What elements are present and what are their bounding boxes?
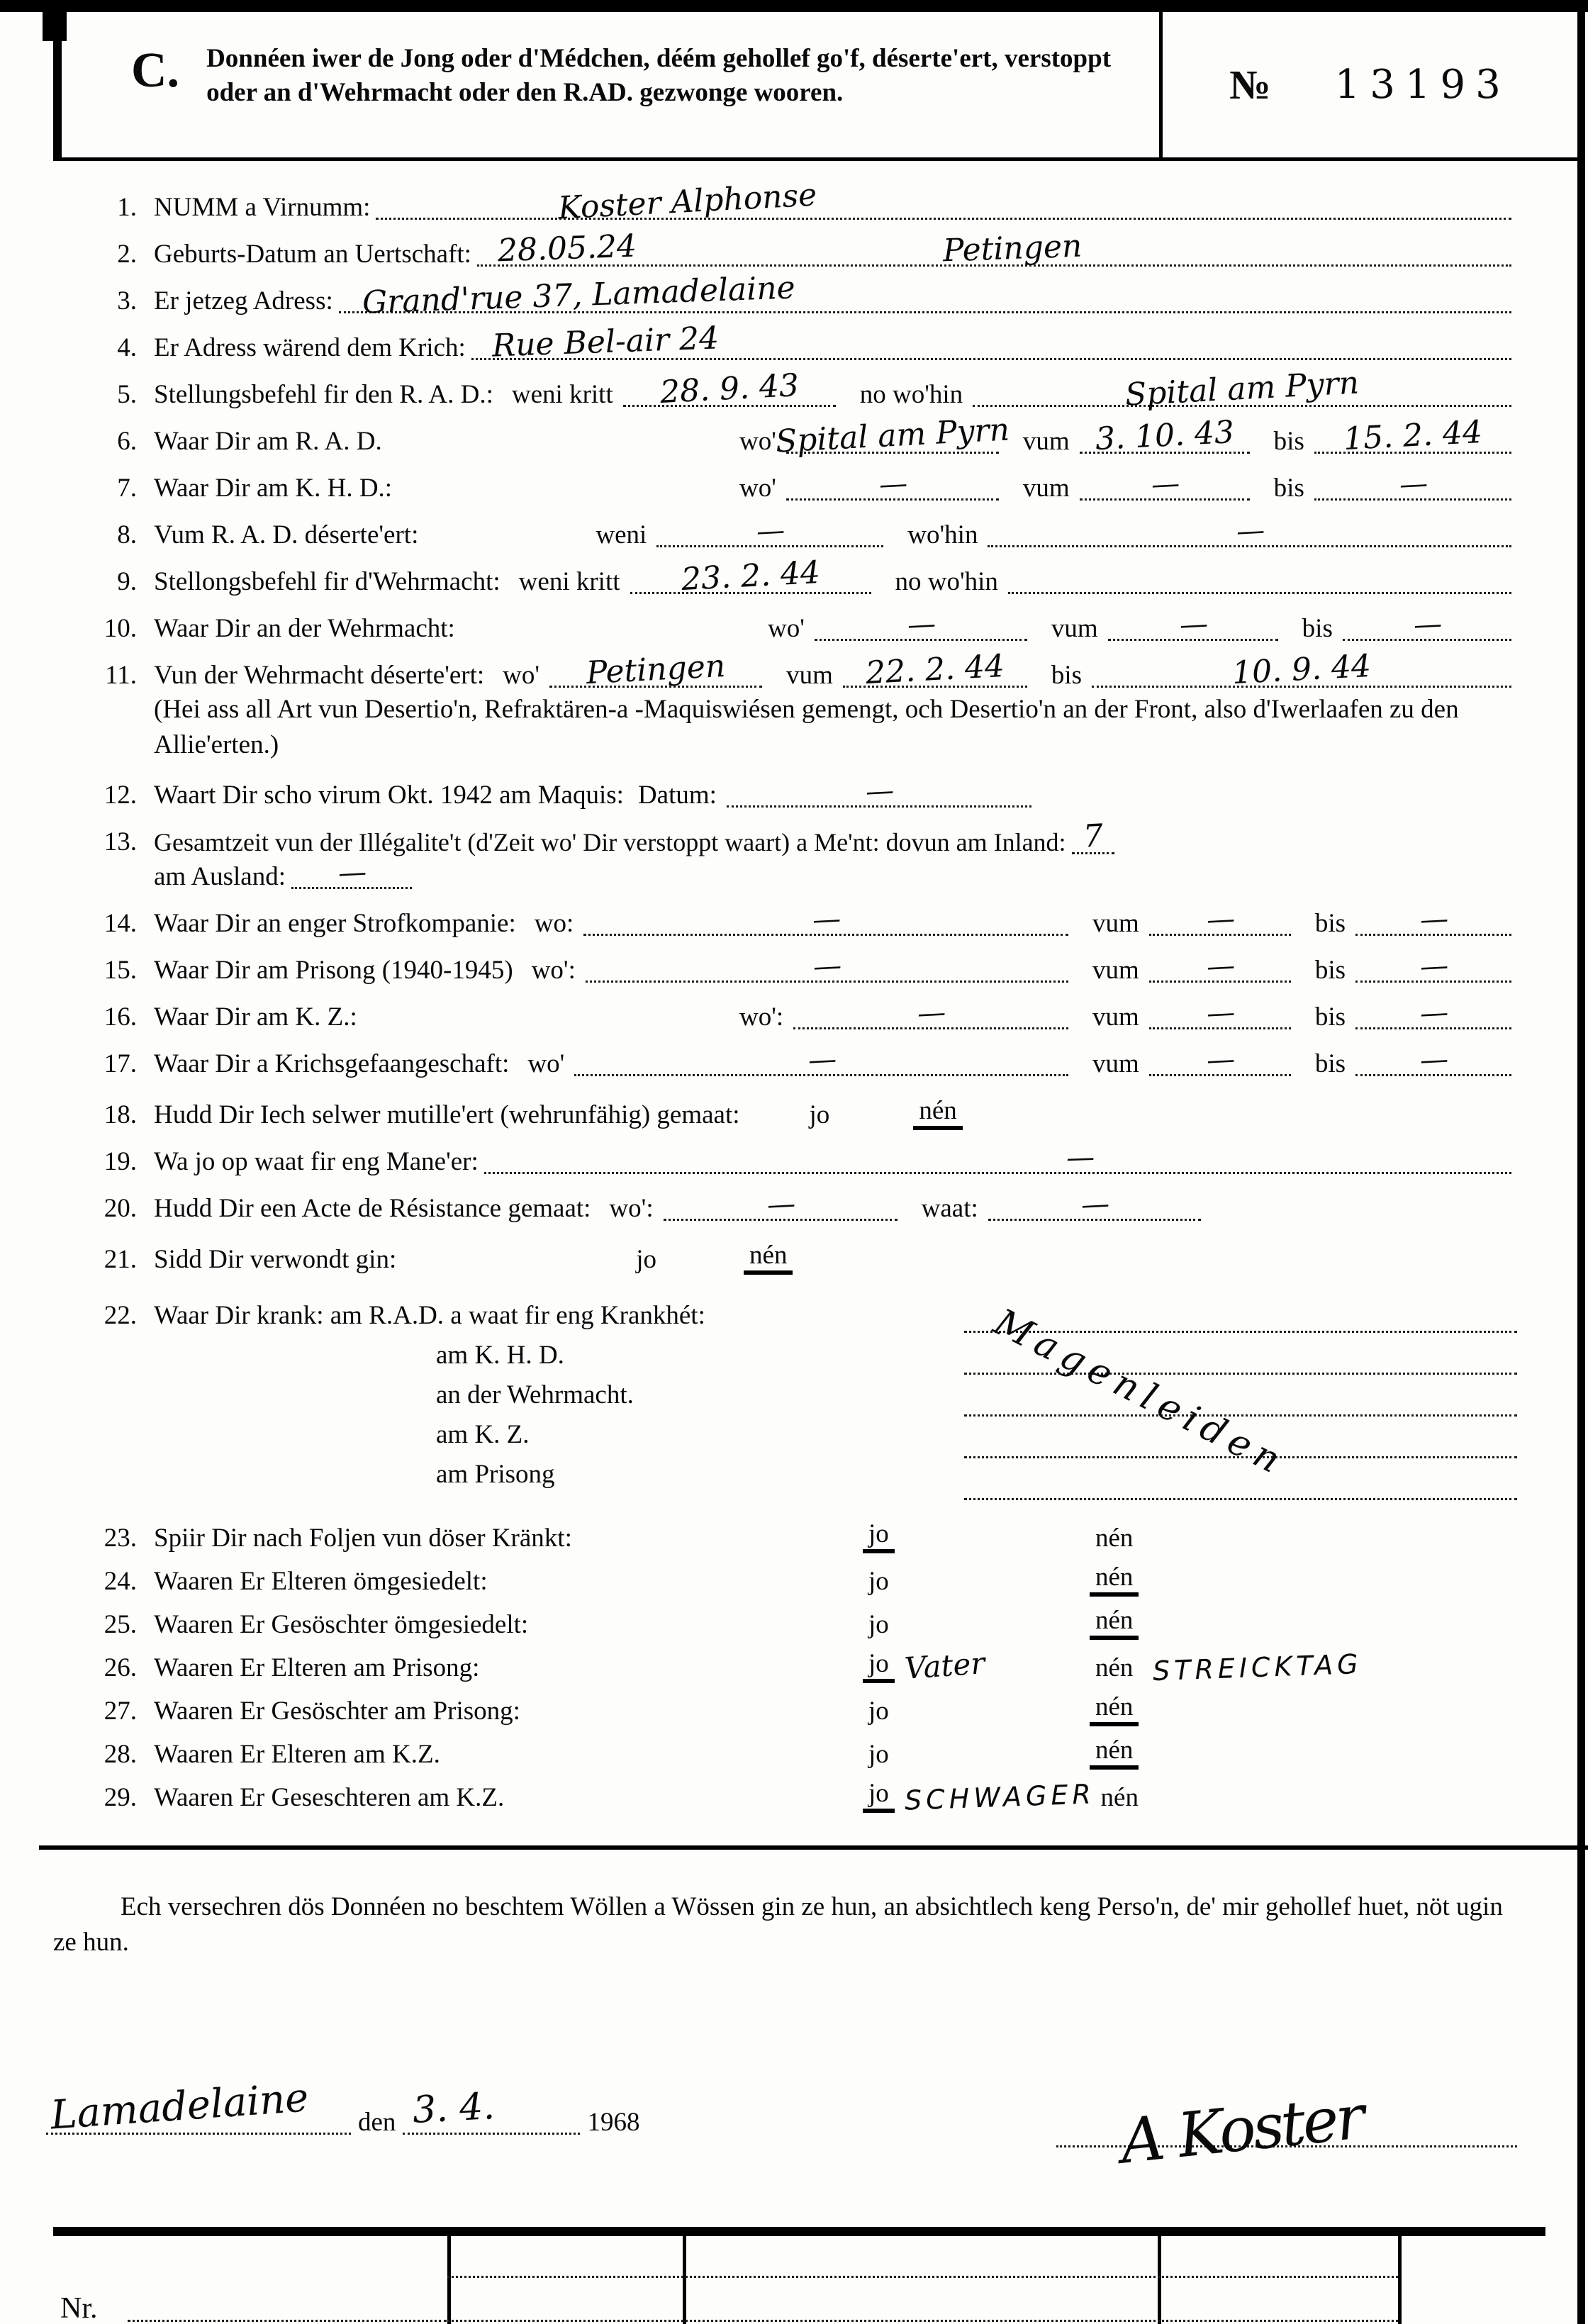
field-label: waat: [921, 1193, 978, 1223]
handwritten-value: Petingen [585, 647, 727, 692]
form-item-8 [53, 514, 1517, 550]
place-date-line [39, 2074, 640, 2139]
field-label: no wo'hin [895, 567, 998, 596]
item-number: 22. [104, 1300, 137, 1330]
handwritten-value: 22. 2. 44 [864, 647, 1005, 692]
item-number: 21. [104, 1244, 137, 1274]
answer-nen: nén [1100, 1782, 1139, 1812]
handwritten-value: 23. 2. 44 [680, 554, 821, 598]
fill-line [1149, 995, 1291, 1030]
item-label: Waaren Er Gesöschter ömgesiedelt: [154, 1609, 529, 1639]
fill-line [1092, 647, 1511, 692]
handwritten-value: 3. 10. 43 [1094, 413, 1235, 458]
item-label: Gesamtzeit vun der Illégalite't (d'Zeit wo' Dir verstoppt waart) a Me'nt: dovun am Inland: [154, 827, 1066, 856]
numero-sign: № [1229, 62, 1271, 108]
item-number: 23. [104, 1523, 137, 1553]
form-item-18 [53, 1095, 1517, 1130]
field-label: weni kritt [518, 567, 620, 596]
item-label: Hudd Dir een Acte de Résistance gemaat: [154, 1193, 591, 1223]
handwritten-dash: — [1178, 608, 1207, 642]
fill-line [964, 1375, 1517, 1417]
answer-nen: nén [1095, 1653, 1134, 1682]
form-item-24 [53, 1562, 1517, 1597]
answer-jo-underlined: jo [863, 1519, 895, 1553]
item-number: 20. [104, 1193, 137, 1223]
form-item-10 [53, 608, 1517, 644]
fill-line [477, 228, 1511, 269]
item-label: NUMM a Virnumm: [154, 193, 371, 222]
item-label: Waar Dir an der Wehrmacht: [154, 614, 455, 643]
fill-line [1080, 467, 1250, 501]
item-label: Geburts-Datum an Uertschaft: [154, 240, 471, 269]
handwritten-dash: — [906, 608, 936, 642]
form-item-9 [53, 554, 1517, 598]
fill-line [727, 773, 1031, 808]
field-label: weni kritt [511, 380, 613, 409]
field-label: bis [1273, 427, 1304, 456]
fill-line [786, 467, 999, 501]
field-label: wo' [739, 427, 776, 456]
item-number: 29. [104, 1782, 137, 1812]
place-fill-line [46, 2074, 351, 2139]
closing-block [39, 1989, 1524, 2180]
field-label: vum [786, 661, 833, 690]
item-label: Stellungsbefehl fir den R. A. D.: [154, 380, 493, 409]
item-number: 15. [104, 955, 137, 985]
form-item-15 [53, 949, 1517, 985]
handwritten-dash: — [878, 467, 907, 501]
item-number: 7. [117, 474, 137, 503]
handwritten-note: Vater [903, 1645, 986, 1686]
form-item-2 [53, 228, 1517, 269]
item-22-sub-label: am K. H. D. [436, 1340, 564, 1370]
fill-line [586, 949, 1068, 983]
field-label: vum [1092, 1002, 1139, 1032]
form-item-29 [53, 1778, 1517, 1816]
item-number: 3. [117, 286, 137, 315]
handwritten-value: 10. 9. 44 [1231, 647, 1372, 692]
handwritten-value: 7 [1082, 817, 1104, 855]
table-column-line [683, 2236, 686, 2324]
field-label: vum [1022, 427, 1070, 456]
answer-jo: jo [868, 1609, 889, 1639]
fill-line [583, 902, 1068, 937]
handwritten-value: Rue Bel-air 24 [491, 320, 720, 364]
item-22-sub-label: am Prisong [436, 1459, 555, 1489]
item-22-sub-label: am K. Z. [436, 1419, 530, 1449]
fill-line [973, 364, 1511, 413]
date-fill-line [403, 2084, 580, 2135]
item-number: 5. [117, 380, 137, 409]
field-label: vum [1092, 1049, 1139, 1078]
item-number: 14. [104, 908, 137, 938]
fill-line [630, 554, 871, 598]
form-items [0, 161, 1588, 1275]
form-item-27 [53, 1692, 1517, 1726]
form-number-value: 13193 [1334, 62, 1511, 108]
handwritten-dash: — [1412, 608, 1442, 642]
item-label: Waar Dir am K. Z.: [154, 1002, 357, 1032]
form-item-13b [53, 855, 1517, 892]
item-number: 8. [117, 520, 137, 549]
form-item-22 [53, 1291, 1517, 1500]
scan-top-edge [0, 0, 1588, 12]
fill-line [664, 1187, 898, 1222]
answer-nen-underlined: nén [744, 1240, 793, 1275]
table-dotted-row [447, 2276, 1398, 2278]
handwritten-dash: — [916, 995, 946, 1030]
table-column-line [447, 2236, 451, 2324]
form-item-28 [53, 1735, 1517, 1770]
item-number: 4. [117, 333, 137, 362]
fill-line [1314, 467, 1511, 501]
item-number: 1. [117, 193, 137, 222]
form-item-12 [53, 773, 1517, 810]
fill-line [1080, 413, 1250, 458]
item-label: Hudd Dir Iech selwer mutille'ert (wehrunfähig) gemaat: [154, 1100, 740, 1129]
field-label: wo': [609, 1193, 654, 1223]
fill-line [815, 608, 1027, 642]
handwritten-dash: — [1205, 949, 1234, 983]
item-label: Waar Dir am K. H. D.: [154, 474, 393, 503]
field-label: wo'hin [907, 520, 978, 549]
item-label: Waar Dir am Prisong (1940-1945) [154, 955, 513, 985]
handwritten-note-caps: SCHWAGER [904, 1778, 1096, 1816]
field-label: Datum: [637, 780, 717, 810]
handwritten-dash: — [337, 855, 367, 890]
field-label: no wo'hin [859, 380, 963, 409]
handwritten-value: Petingen [941, 228, 1083, 269]
item-22-sub-label: an der Wehrmacht. [436, 1380, 634, 1409]
item-number: 18. [104, 1100, 137, 1129]
answer-nen-underlined: nén [1090, 1735, 1139, 1770]
form-item-1 [53, 177, 1517, 227]
fill-line [376, 177, 1511, 227]
field-label: am Ausland: [154, 861, 286, 891]
field-label: wo' [739, 474, 776, 503]
field-label: bis [1314, 908, 1346, 938]
handwritten-dash: — [1235, 514, 1264, 548]
signature-line [1056, 2082, 1517, 2178]
answer-jo-underlined: jo [863, 1648, 895, 1683]
item-label: Sidd Dir verwondt gin: [154, 1244, 397, 1274]
table-dotted-row [447, 2320, 1398, 2322]
fill-line [1355, 949, 1511, 983]
scan-right-edge [1577, 0, 1585, 2324]
field-label: wo' [503, 661, 540, 690]
handwritten-value: Grand'rue 37, Lamadelaine [362, 269, 796, 321]
fill-line [291, 855, 412, 890]
item-label: Vum R. A. D. déserte'ert: [154, 520, 419, 549]
item-number: 17. [104, 1049, 137, 1078]
handwritten-dash: — [1205, 902, 1234, 937]
answer-jo: jo [809, 1100, 830, 1129]
item-number: 19. [104, 1146, 137, 1176]
item-label: Waart Dir scho virum Okt. 1942 am Maquis: [154, 780, 624, 810]
fill-line [843, 647, 1027, 692]
field-label: vum [1092, 955, 1139, 985]
declaration-text: Ech versechren dös Donnéen no beschtem Wöllen a Wössen gin ze hun, an absichtlech keng Perso'n, de' mir gehollef huet, nöt ugin ze hun. [53, 1892, 1503, 1957]
item-number: 16. [104, 1002, 137, 1032]
den-label: den [358, 2107, 396, 2137]
field-label: wo: [534, 908, 574, 938]
handwritten-value: Spital am Pyrn [1124, 364, 1360, 413]
field-label: bis [1302, 614, 1333, 643]
handwritten-value: Koster Alphonse [557, 177, 818, 227]
fill-line [1149, 902, 1291, 937]
form-item-25 [53, 1605, 1517, 1640]
handwritten-note-caps: STREICKTAG [1152, 1648, 1363, 1687]
handwritten-dash: — [1066, 1141, 1095, 1175]
table-column-line [1158, 2236, 1161, 2324]
handwritten-dash: — [864, 773, 894, 808]
handwritten-dash: — [1419, 949, 1448, 983]
year-label: 1968 [587, 2107, 640, 2137]
item-number: 2. [117, 240, 137, 269]
form-item-20 [53, 1187, 1517, 1224]
item-label: Waar Dir a Krichsgefaangeschaft: [154, 1049, 510, 1078]
section-divider-rule [39, 1845, 1588, 1850]
handwritten-dash: — [766, 1187, 795, 1222]
fill-line [1355, 995, 1511, 1030]
handwritten-value: 28. 9. 43 [659, 367, 800, 411]
field-label: vum [1051, 614, 1098, 643]
handwritten-dash: — [1419, 902, 1448, 937]
form-item-3 [53, 269, 1517, 321]
fill-line [793, 995, 1068, 1030]
nr-fill-line [128, 2320, 447, 2322]
fill-line [988, 1187, 1201, 1222]
item-label: Waar Dir am R. A. D. [154, 427, 382, 456]
handwritten-dash: — [1080, 1187, 1109, 1222]
fill-line [1355, 902, 1511, 937]
jo-nen-section [0, 1519, 1588, 1816]
answer-nen-underlined: nén [1090, 1692, 1139, 1726]
handwritten-dash: — [807, 1042, 836, 1077]
item-label: Er Adress wärend dem Krich: [154, 333, 466, 362]
field-label: wo': [739, 1002, 784, 1032]
answer-jo: jo [868, 1566, 889, 1596]
item-label: Wa jo op waat fir eng Mane'er: [154, 1146, 479, 1176]
field-label: vum [1092, 908, 1139, 938]
answer-nen: nén [1095, 1523, 1134, 1553]
item-number: 26. [104, 1653, 137, 1682]
field-label: bis [1314, 1049, 1346, 1078]
fill-line [656, 514, 883, 548]
fill-line [1343, 608, 1511, 642]
handwritten-dash: — [1205, 1042, 1234, 1077]
form-item-19 [53, 1141, 1517, 1177]
footer-table [53, 2227, 1545, 2324]
field-label: bis [1314, 955, 1346, 985]
form-intro-text: Donnéen iwer de Jong oder d'Médchen, déém gehollef go'f, déserte'ert, verstoppt oder an d'Wehrmacht oder den R.AD. gezwonge wooren. [206, 44, 1112, 108]
answer-jo-underlined: jo [863, 1778, 895, 1813]
fill-line [471, 320, 1511, 364]
field-label: wo': [531, 955, 576, 985]
item-number: 24. [104, 1566, 137, 1596]
fill-line [1149, 949, 1291, 983]
item-number: 27. [104, 1696, 137, 1726]
item-label: Waaren Er Geseschteren am K.Z. [154, 1782, 505, 1812]
handwritten-dash: — [811, 902, 841, 937]
field-label: vum [1022, 474, 1070, 503]
form-item-6 [53, 411, 1517, 460]
answer-nen-underlined: nén [913, 1095, 962, 1130]
field-label: weni [596, 520, 647, 549]
form-item-13 [53, 817, 1517, 857]
field-label: bis [1273, 474, 1304, 503]
fill-line [1108, 608, 1278, 642]
form-item-17 [53, 1042, 1517, 1079]
fill-line [1355, 1042, 1511, 1077]
fill-line [1072, 817, 1114, 855]
item-number: 13. [104, 827, 137, 856]
form-item-21 [53, 1240, 1517, 1275]
handwritten-dash: — [1150, 467, 1179, 501]
item-label: Waaren Er Gesöschter am Prisong: [154, 1696, 520, 1726]
fill-line [484, 1141, 1511, 1175]
item-22-labels [53, 1291, 964, 1490]
handwritten-value: 15. 2. 44 [1342, 413, 1484, 458]
fill-line [574, 1042, 1068, 1077]
fill-line [1314, 413, 1511, 458]
form-item-16 [53, 995, 1517, 1032]
handwritten-date: 3. 4. [411, 2084, 496, 2132]
fill-line [339, 269, 1511, 321]
form-item-26 [53, 1645, 1517, 1687]
field-label: bis [1314, 1002, 1346, 1032]
item-number: 10. [104, 614, 137, 643]
handwritten-signature: A Koster [1117, 2082, 1366, 2178]
form-header [53, 12, 1577, 161]
item-label: Er jetzeg Adress: [154, 286, 333, 315]
item-22-fill-lines [964, 1291, 1517, 1500]
handwritten-dash: — [1419, 1042, 1448, 1077]
fill-line [623, 367, 836, 411]
item-number: 12. [104, 780, 137, 810]
table-column-line [1398, 2236, 1402, 2324]
item-label: Vun der Wehrmacht déserte'ert: [154, 661, 485, 690]
item-number: 9. [117, 567, 137, 596]
answer-jo: jo [868, 1696, 889, 1726]
form-item-5 [53, 364, 1517, 413]
item-label: Stellongsbefehl fir d'Wehrmacht: [154, 567, 501, 596]
handwritten-dash: — [756, 514, 785, 548]
form-item-4 [53, 320, 1517, 364]
item-label: Waaren Er Elteren ömgesiedelt: [154, 1566, 488, 1596]
item-number: 6. [117, 427, 137, 456]
field-label: wo' [768, 614, 805, 643]
fill-line [988, 514, 1511, 548]
item-number: 11. [105, 661, 137, 690]
fill-line [1008, 571, 1511, 594]
handwritten-dash: — [1205, 995, 1234, 1030]
form-item-11 [53, 647, 1517, 692]
fill-line [1149, 1042, 1291, 1077]
handwritten-dash: — [812, 949, 841, 983]
nr-label: Nr. [60, 2291, 98, 2324]
item-number: 28. [104, 1739, 137, 1769]
answer-jo: jo [868, 1739, 889, 1769]
handwritten-place: Lamadelaine [49, 2074, 311, 2139]
handwritten-diagonal-value: Magenleiden [987, 1300, 1293, 1485]
answer-nen-underlined: nén [1090, 1605, 1139, 1640]
item-label: Waaren Er Elteren am K.Z. [154, 1739, 440, 1769]
item-label: Waar Dir an enger Strofkompanie: [154, 908, 516, 938]
handwritten-value: Spital am Pyrn [774, 411, 1011, 460]
form-item-14 [53, 902, 1517, 939]
handwritten-dash: — [1398, 467, 1428, 501]
item-label: Waaren Er Elteren am Prisong: [154, 1653, 480, 1682]
item-label: Waar Dir krank: am R.A.D. a waat fir eng Krankhét: [154, 1300, 705, 1330]
form-item-23 [53, 1519, 1517, 1553]
item-label: Spiir Dir nach Foljen vun döser Kränkt: [154, 1523, 572, 1553]
fill-line [549, 647, 762, 692]
handwritten-value: 28.05.24 [497, 228, 637, 269]
answer-jo: jo [636, 1244, 657, 1274]
field-label: wo' [527, 1049, 565, 1078]
answer-nen-underlined: nén [1090, 1562, 1139, 1597]
fill-line [774, 411, 1011, 460]
section-letter: C. [131, 43, 180, 98]
field-label: bis [1051, 661, 1083, 690]
handwritten-dash: — [1419, 995, 1448, 1030]
item-11-note: (Hei ass all Art vun Desertio'n, Refraktären-a -Maquiswiésen gemengt, och Desertio'n an der Front, also d'Iwerlaafen zu den Allie'erten.) [154, 695, 1459, 759]
form-item-7 [53, 467, 1517, 503]
item-number: 25. [104, 1609, 137, 1639]
form-number-box [1159, 12, 1577, 157]
